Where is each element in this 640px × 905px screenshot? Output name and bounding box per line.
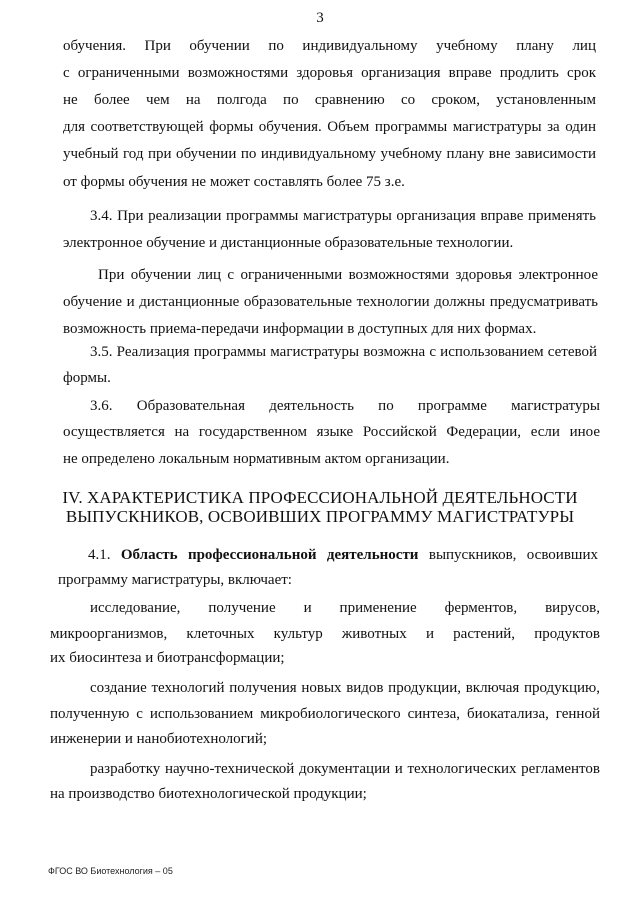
item-number: 4.1. (88, 547, 121, 563)
text-line: исследование, получение и применение ферментов, вирусов, (90, 600, 600, 616)
text-line: инженерии и нанобиотехнологий; (50, 731, 268, 747)
text-line: 3.6. Образовательная деятельность по программе магистратуры (90, 398, 600, 414)
text-line: обучение и дистанционные образовательные технологии должны предусматривать (63, 294, 598, 310)
text-line: полученную с использованием микробиологического синтеза, биокатализа, генной (50, 706, 600, 722)
text-line: разработку научно-технической документации и технологических регламентов (90, 761, 600, 777)
item-suffix: выпускников, освоивших (418, 547, 598, 563)
item-bold-term: Область профессиональной деятельности (120, 547, 419, 563)
text-line: формы. (63, 370, 111, 386)
text-line: от формы обучения не может составлять более 75 з.е. (63, 174, 405, 190)
text-line: осуществляется на государственном языке Российской Федерации, если иное (63, 424, 600, 440)
text-line: 3.4. При реализации программы магистратуры организация вправе применять (90, 208, 596, 224)
text-line: возможность приема-передачи информации в доступных для них формах. (63, 321, 537, 337)
text-line: с ограниченными возможностями здоровья организация вправе продлить срок (63, 65, 596, 81)
text-line: их биосинтеза и биотрансформации; (50, 650, 285, 666)
text-line: При обучении лиц с ограниченными возможностями здоровья электронное (98, 267, 598, 283)
section-heading-line-2: ВЫПУСКНИКОВ, ОСВОИВШИХ ПРОГРАММУ МАГИСТРАТУРЫ (65, 507, 575, 526)
section-heading-line-1: IV. ХАРАКТЕРИСТИКА ПРОФЕССИОНАЛЬНОЙ ДЕЯТЕЛЬНОСТИ (62, 488, 578, 507)
text-line: 3.5. Реализация программы магистратуры возможна с использованием сетевой (90, 344, 597, 360)
text-line: создание технологий получения новых видов продукции, включая продукцию, (90, 680, 600, 696)
text-line: обучения. При обучении по индивидуальному учебному плану лиц (63, 38, 596, 54)
text-line: программу магистратуры, включает: (58, 572, 292, 588)
page-number: 3 (316, 10, 324, 26)
document-footer: ФГОС ВО Биотехнология – 05 (48, 866, 173, 876)
text-line: для соответствующей формы обучения. Объем программы магистратуры за один (63, 119, 596, 135)
text-line: не определено локальным нормативным актом организации. (63, 451, 450, 467)
text-line: учебный год при обучении по индивидуальному учебному плану вне зависимости (63, 146, 596, 162)
text-line: электронное обучение и дистанционные образовательные технологии. (63, 235, 514, 251)
item-4-1-line (88, 545, 598, 565)
text-line: не более чем на полгода по сравнению со сроком, установленным (63, 92, 596, 108)
text-line: микроорганизмов, клеточных культур животных и растений, продуктов (50, 626, 600, 642)
text-line: на производство биотехнологической продукции; (50, 786, 367, 802)
